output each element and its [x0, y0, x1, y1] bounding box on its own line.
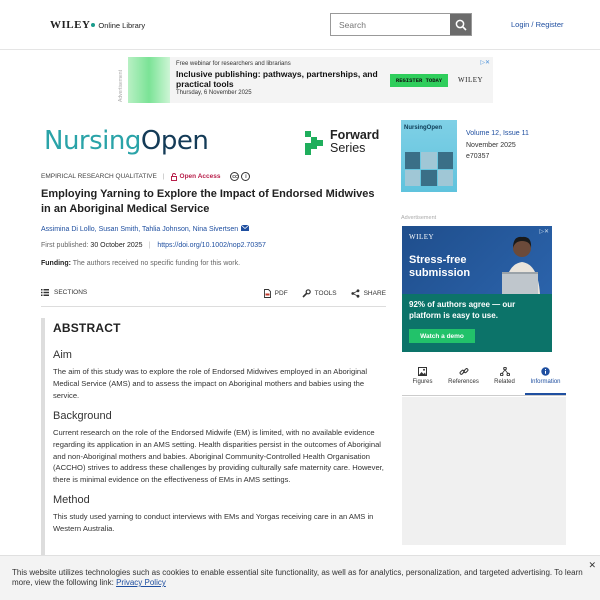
- sections-label: SECTIONS: [54, 289, 88, 296]
- share-label: SHARE: [363, 290, 386, 297]
- journal-name-part1: Nursing: [44, 126, 141, 156]
- share-icon: [351, 289, 360, 298]
- pdf-label: PDF: [274, 290, 288, 297]
- cookie-banner: [0, 555, 600, 600]
- doi-link[interactable]: https://doi.org/10.1002/nop2.70357: [157, 242, 266, 249]
- cookie-text-block: [12, 568, 587, 588]
- article-toolbar: [41, 285, 386, 307]
- issue-date: November 2025: [466, 141, 516, 149]
- side-ad-body: 92% of authors agree — our platform is easy to use.: [409, 300, 516, 320]
- aim-text: The aim of this study was to explore the role of Endorsed Midwives employed in an Aboriginal Medical Service (AMS) and to assess the impact on Aboriginal mothers and babies using the service.: [53, 367, 368, 400]
- pub-separator: |: [148, 242, 151, 249]
- image-icon: [418, 367, 427, 376]
- login-register-link[interactable]: Login / Register: [511, 20, 564, 29]
- link-icon: [459, 367, 469, 376]
- license-icons[interactable]: [230, 172, 250, 181]
- side-ad-brand: WILEY: [409, 233, 435, 241]
- ad-decoration: [128, 57, 170, 103]
- funding-label: Funding:: [41, 260, 71, 267]
- first-published-label: First published:: [41, 242, 89, 249]
- publication-info: [41, 242, 266, 249]
- wrench-icon: [302, 289, 311, 298]
- background-text: Current research on the role of the Endorsed Midwife (EM) is limited, with no available evidence regarding its application in an AMS setting. Health disparities persist in the outcomes of Aboriginal and non-Aboriginal mothers and babies. Aboriginal Community-Controlled Health Organisation (ACCHO) strives to address these challenges by providing culturally safe maternity care. However, there is minimal evidence on the effectiveness of EMs in AMS settings.: [53, 427, 384, 485]
- tab-information[interactable]: [525, 365, 566, 395]
- watch-demo-button[interactable]: Watch a demo: [409, 329, 475, 343]
- method-text: This study used yarning to conduct interviews with EMs and Yorgas receiving care in an AMS in Western Australia.: [53, 512, 374, 534]
- share-button[interactable]: [351, 289, 386, 298]
- sections-button[interactable]: [41, 289, 87, 296]
- cover-photos: [405, 152, 453, 186]
- first-published-date: 30 October 2025: [90, 242, 143, 249]
- logo-suffix: Online Library: [98, 21, 146, 30]
- article-id: e70357: [466, 153, 490, 160]
- article-meta: [41, 172, 250, 181]
- side-ad-headline: Stress-free submission: [409, 254, 471, 279]
- background-heading: Background: [53, 409, 112, 422]
- abstract-section: [41, 318, 386, 558]
- ad-brand: WILEY: [458, 76, 484, 84]
- ad-label: Advertisement: [118, 70, 124, 102]
- register-today-button[interactable]: REGISTER TODAY: [390, 74, 448, 87]
- series-line2: Series: [330, 141, 366, 155]
- abstract-heading: ABSTRACT: [53, 321, 121, 335]
- logo-brand: WILEY: [50, 19, 91, 31]
- tab-related-label: Related: [494, 379, 515, 385]
- wiley-logo[interactable]: [50, 19, 145, 31]
- by-icon: i: [241, 172, 250, 181]
- tools-button[interactable]: [302, 289, 337, 298]
- search-button[interactable]: [450, 14, 471, 35]
- volume-issue-link[interactable]: Volume 12, Issue 11: [466, 130, 529, 137]
- side-tabs: [402, 365, 566, 396]
- tools-label: TOOLS: [314, 290, 337, 297]
- open-access-label: Open Access: [179, 173, 221, 180]
- cookie-text: This website utilizes technologies such as cookies to enable essential site functionality, as well as for analytics, personalization, and targeted advertising. To learn more, view the following link:: [12, 568, 583, 587]
- journal-name-part2: Open: [140, 126, 209, 156]
- tab-related[interactable]: [484, 365, 525, 395]
- funding-statement: [41, 260, 240, 267]
- tab-information-label: Information: [530, 379, 561, 385]
- ad-date: Thursday, 6 November 2025: [176, 90, 252, 96]
- tab-figures-label: Figures: [412, 379, 433, 385]
- open-lock-icon: [171, 173, 177, 181]
- aim-heading: Aim: [53, 349, 72, 361]
- search-icon: [455, 19, 467, 31]
- tab-content-panel: [402, 397, 566, 545]
- list-icon: [41, 289, 49, 296]
- tab-figures[interactable]: [402, 365, 443, 395]
- webinar-ad-banner[interactable]: [128, 57, 493, 103]
- adchoices-icon[interactable]: ▷✕: [480, 60, 490, 66]
- side-ad-label: Advertisement: [401, 215, 437, 221]
- logo-dot-icon: [91, 23, 95, 27]
- cc-icon: cc: [232, 173, 238, 180]
- ad-headline: Inclusive publishing: pathways, partnerships, and practical tools: [176, 69, 378, 89]
- journal-logo[interactable]: [44, 126, 208, 156]
- network-icon: [500, 367, 510, 376]
- person-with-laptop-icon: [494, 232, 546, 294]
- meta-separator: |: [162, 173, 165, 180]
- pdf-button[interactable]: [264, 289, 288, 298]
- forward-series-icon: [305, 131, 323, 155]
- funding-text: The authors received no specific funding for this work.: [72, 260, 241, 267]
- article-type: EMPIRICAL RESEARCH QUALITATIVE: [41, 173, 157, 180]
- cover-title-a: Nursing: [404, 125, 427, 131]
- close-icon[interactable]: ✕: [588, 560, 596, 570]
- search-input[interactable]: [331, 14, 451, 35]
- info-icon: [541, 367, 550, 376]
- author-list[interactable]: [41, 225, 249, 233]
- pdf-icon: [264, 289, 271, 298]
- tab-references[interactable]: [443, 365, 484, 395]
- adchoices-icon[interactable]: ▷✕: [539, 229, 549, 235]
- issue-cover[interactable]: [401, 120, 457, 192]
- cover-title-b: Open: [426, 125, 443, 131]
- stress-free-submission-ad[interactable]: [402, 226, 552, 352]
- series-line1: Forward: [330, 128, 380, 142]
- tab-references-label: References: [448, 379, 479, 385]
- authors-text[interactable]: Assimina Di Lollo, Susan Smith, Tahlia Johnson, Nina Sivertsen: [41, 226, 239, 233]
- email-icon[interactable]: [241, 225, 249, 231]
- cover-title: [404, 125, 442, 131]
- search-box: [330, 13, 472, 36]
- privacy-policy-link[interactable]: Privacy Policy: [116, 578, 166, 587]
- article-title: Employing Yarning to Explore the Impact of Endorsed Midwives in an Aboriginal Medical Service: [41, 188, 375, 215]
- top-bar: [0, 0, 600, 50]
- issue-info: [466, 128, 529, 163]
- method-heading: Method: [53, 494, 90, 507]
- ad-line1: Free webinar for researchers and librarians: [176, 61, 291, 67]
